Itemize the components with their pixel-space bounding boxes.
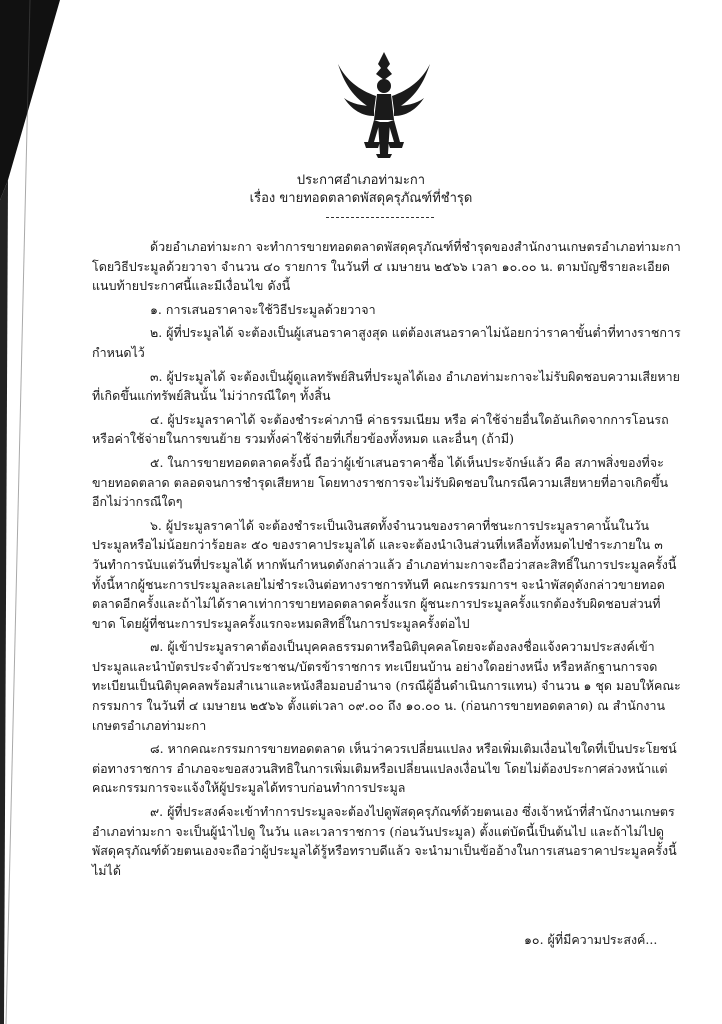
clause-7: ๗. ผู้เข้าประมูลราคาต้องเป็นบุคคลธรรมดาหรือนิติบุคคลโดยจะต้องลงชื่อแจ้งความประสงค์เข้าประมูลและนำบัตรประจำตัวประชาชน/บัตรข้าราชการ ทะเบียนบ้าน อย่างใดอย่างหนึ่ง หรือหลักฐานการจดทะเบียนเป็นนิติบุคคลพร้อมสำเนาและหนังสือมอบอำนาจ (กรณีผู้อื่นดำเนินการแทน) จำนวน ๑ ชุด มอบให้คณะกรรมการ ในวันที่ ๔ เมษายน ๒๕๖๖ ตั้งแต่เวลา ๐๙.๐๐ ถึง ๑๐.๐๐ น. (ก่อนการขายทอดตลาด) ณ สำนักงานเกษตรอำเภอท่ามะกา [92, 639, 681, 733]
scan-edge-shadow [0, 0, 60, 1024]
clause-9: ๙. ผู้ที่ประสงค์จะเข้าทำการประมูลจะต้องไปดูพัสดุครุภัณฑ์ด้วยตนเอง ซึ่งเจ้าหน้าที่สำนักงานเกษตรอำเภอท่ามะกา จะเป็นผู้นำไปดู ในวัน และเวลาราชการ (ก่อนวันประมูล) ตั้งแต่บัดนี้เป็นต้นไป และถ้าไม่ไปดูพัสดุครุภัณฑ์ด้วยตนเองจะถือว่าผู้ประมูลได้รู้หรือทราบดีแล้ว จะนำมาเป็นข้ออ้างในการเสนอราคาประมูลครั้งนี้ไม่ได้ [92, 804, 677, 878]
header-divider [326, 217, 434, 218]
clause-2: ๒. ผู้ที่ประมูลได้ จะต้องเป็นผู้เสนอราคาสูงสุด แต่ต้องเสนอราคาไม่น้อยกว่าราคาขั้นต่ำที่ทางราชการกำหนดไว้ [92, 325, 681, 360]
announcement-org-title: ประกาศอำเภอท่ามะกา [296, 173, 426, 188]
clause-4: ๔. ผู้ประมูลราคาได้ จะต้องชำระค่าภาษี ค่าธรรมเนียม หรือ ค่าใช้จ่ายอื่นใดอันเกิดจากการโอนรถหรือค่าใช้จ่ายในการขนย้าย รวมทั้งค่าใช้จ่ายที่เกี่ยวข้องทั้งหมด และอื่นๆ (ถ้ามี) [92, 411, 669, 447]
garuda-emblem-icon [334, 50, 434, 160]
announcement-body [92, 237, 682, 884]
announcement-subject: เรื่อง ขายทอดตลาดพัสดุครุภัณฑ์ที่ชำรุด [249, 191, 473, 206]
continuation-marker: ๑๐. ผู้ที่มีความประสงค์... [524, 932, 658, 947]
clause-3: ๓. ผู้ประมูลได้ จะต้องเป็นผู้ดูแลทรัพย์สินที่ประมูลได้เอง อำเภอท่ามะกาจะไม่รับผิดชอบความเสียหายที่เกิดขึ้นแก่ทรัพย์สินนั้น ไม่ว่ากรณีใดๆ ทั้งสิ้น [92, 368, 680, 404]
clause-8: ๘. หากคณะกรรมการขายทอดตลาด เห็นว่าควรเปลี่ยนแปลง หรือเพิ่มเติมเงื่อนไขใดที่เป็นประโยชน์ต่อทางราชการ อำเภอจะขอสงวนสิทธิในการเพิ่มเติมหรือเปลี่ยนแปลงเงื่อนไข โดยไม่ต้องประกาศล่วงหน้าแต่คณะกรรมการจะแจ้งให้ผู้ประมูลได้ทราบก่อนทำการประมูล [92, 741, 677, 796]
clause-1: ๑. การเสนอราคาจะใช้วิธีประมูลด้วยวาจา [150, 301, 376, 317]
clause-5: ๕. ในการขายทอดตลาดครั้งนี้ ถือว่าผู้เข้าเสนอราคาซื้อ ได้เห็นประจักษ์แล้ว คือ สภาพสิ่งของที่จะขายทอดตลาด ตลอดจนการชำรุดเสียหาย โดยทางราชการจะไม่รับผิดชอบในกรณีความเสียหายที่อาจเกิดขึ้นอีกไม่ว่ากรณีใดๆ [92, 454, 669, 510]
clause-6: ๖. ผู้ประมูลราคาได้ จะต้องชำระเป็นเงินสดทั้งจำนวนของราคาที่ชนะการประมูลราคานั้นในวันประมูลหรือไม่น้อยกว่าร้อยละ ๕๐ ของราคาประมูลได้ และจะต้องนำเงินส่วนที่เหลือทั้งหมดไปชำระภายใน ๓ วันทำการนับแต่วันที่ประมูลได้ หากพ้นกำหนดดังกล่าวแล้ว อำเภอท่ามะกาจะถือว่าสละสิทธิ์ในการประมูลครั้งนี้ ทั้งนี้หากผู้ชนะการประมูลละเลยไม่ชำระเงินต่อทางราชการทันที คณะกรรมการฯ จะนำพัสดุดังกล่าวขายทอดตลาดอีกครั้งและถ้าไม่ได้ราคาเท่าการขายทอดตลาดครั้งแรก ผู้ชนะการประมูลครั้งแรกต้องรับผิดชอบส่วนที่ขาด โดยผู้ที่ชนะการประมูลครั้งแรกจะหมดสิทธิ์ในการประมูลครั้งต่อไป [92, 517, 677, 631]
intro-paragraph: ด้วยอำเภอท่ามะกา จะทำการขายทอดตลาดพัสดุครุภัณฑ์ที่ชำรุดของสำนักงานเกษตรอำเภอท่ามะกา โดยวิธีประมูลด้วยวาจา จำนวน ๔๐ รายการ ในวันที่ ๔ เมษายน ๒๕๖๖ เวลา ๑๐.๐๐ น. ตามบัญชีรายละเอียดแนบท้ายประกาศนี้และมีเงื่อนไข ดังนี้ [92, 239, 681, 294]
